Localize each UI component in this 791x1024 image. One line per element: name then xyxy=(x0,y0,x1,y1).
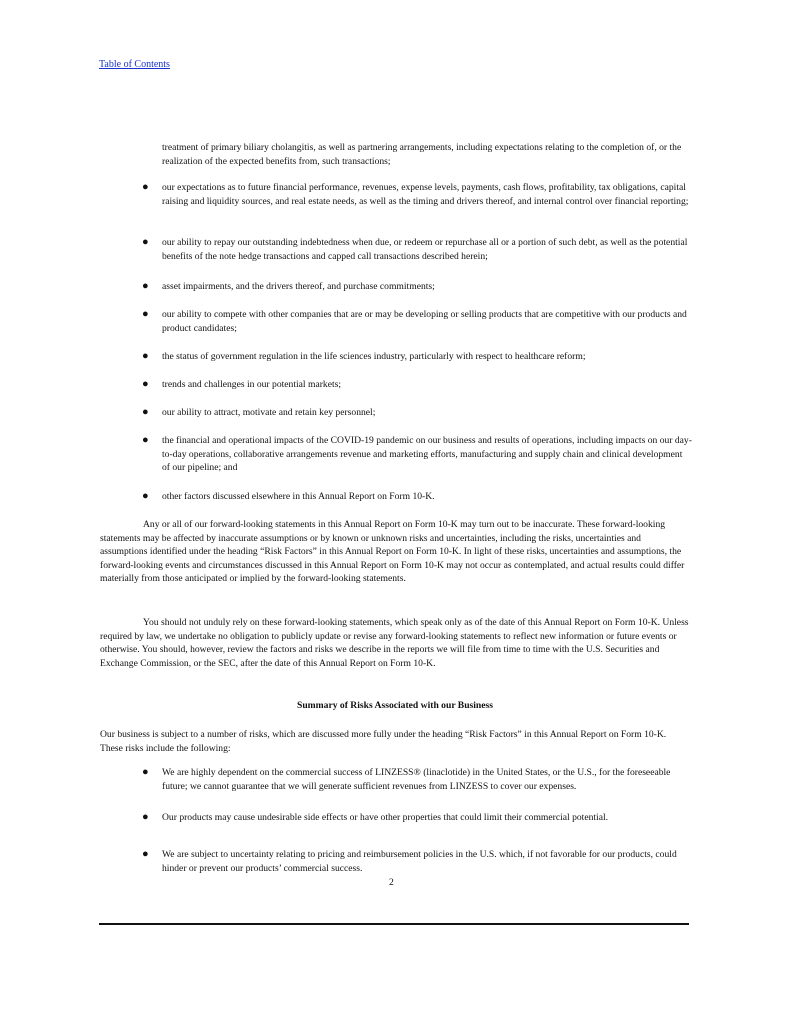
bullet-icon: ● xyxy=(142,434,149,446)
list-item xyxy=(142,378,692,392)
bullet-icon: ● xyxy=(142,766,149,778)
bullet-icon: ● xyxy=(142,350,149,362)
bullet-icon: ● xyxy=(142,181,149,193)
list-item-text: our expectations as to future financial performance, revenues, expense levels, payments, cash flows, profitability, tax obligations, capital raising and liquidity sources, and real estate needs, as well as the timing and drivers thereof, and internal control over financial reporting; xyxy=(162,182,689,207)
bullet-icon: ● xyxy=(142,490,149,502)
forward-looking-paragraph: Any or all of our forward-looking statements in this Annual Report on Form 10-K may turn out to be inaccurate. These forward-looking statements may be affected by inaccurate assumptions or by known or unknown risks and uncertainties, including the risks, uncertainties and assumptions identified under the heading “Risk Factors” in this Annual Report on Form 10-K. In light of these risks, uncertainties and assumptions, the forward-looking events and circumstances discussed in this Annual Report on Form 10-K may not occur as contemplated, and actual results could differ materially from those anticipated or implied by the forward-looking statements. xyxy=(100,519,685,585)
reliance-paragraph: You should not unduly rely on these forward-looking statements, which speak only as of the date of this Annual Report on Form 10-K. Unless required by law, we undertake no obligation to publicly update or revise any forward-looking statements to reflect new information or future events or otherwise. You should, however, review the factors and risks we describe in the reports we will file from time to time with the U.S. Securities and Exchange Commission, or the SEC, after the date of this Annual Report on Form 10-K. xyxy=(100,617,689,669)
risk-intro-paragraph: Our business is subject to a number of risks, which are discussed more fully under the heading “Risk Factors” in this Annual Report on Form 10-K. These risks include the following: xyxy=(100,729,667,754)
list-item-text: our ability to attract, motivate and retain key personnel; xyxy=(162,407,376,418)
page-number: 2 xyxy=(389,877,394,888)
list-item-text: our ability to repay our outstanding indebtedness when due, or redeem or repurchase all or a portion of such debt, as well as the potential benefits of the note hedge transactions and capped call transactions described herein; xyxy=(162,237,688,262)
list-item xyxy=(142,811,692,825)
list-item xyxy=(142,280,692,294)
list-item xyxy=(142,350,692,364)
list-item-text: trends and challenges in our potential markets; xyxy=(162,379,342,390)
bullet-icon: ● xyxy=(142,378,149,390)
list-item xyxy=(142,236,692,263)
list-item-text: We are highly dependent on the commercial success of LINZESS® (linaclotide) in the United States, or the U.S., for the foreseeable future; we cannot guarantee that we will generate sufficient revenues from LINZESS to cover our expenses. xyxy=(162,767,671,792)
list-item xyxy=(142,181,692,208)
list-item-text: asset impairments, and the drivers thereof, and purchase commitments; xyxy=(162,281,435,292)
list-item-text: other factors discussed elsewhere in this Annual Report on Form 10-K. xyxy=(162,491,435,502)
list-item-text: We are subject to uncertainty relating to pricing and reimbursement policies in the U.S. which, if not favorable for our products, could hinder or prevent our products’ commercial success. xyxy=(162,849,677,874)
list-item xyxy=(142,490,692,504)
list-item xyxy=(142,766,692,793)
page-divider xyxy=(99,923,689,925)
table-of-contents-link[interactable]: Table of Contents xyxy=(99,59,170,70)
list-item xyxy=(142,434,692,475)
bullet-icon: ● xyxy=(142,406,149,418)
bullet-icon: ● xyxy=(142,811,149,823)
risk-summary-heading: Summary of Risks Associated with our Business xyxy=(297,700,493,711)
list-item-text: the financial and operational impacts of the COVID-19 pandemic on our business and results of operations, including impacts on our day-to-day operations, collaborative arrangements revenue and marketing efforts, manufacturing and supply chain and clinical development of our pipeline; and xyxy=(162,435,692,474)
bullet-icon: ● xyxy=(142,280,149,292)
list-item xyxy=(142,308,692,335)
bullet-icon: ● xyxy=(142,308,149,320)
list-item-text: the status of government regulation in the life sciences industry, particularly with respect to healthcare reform; xyxy=(162,351,586,362)
continued-text: treatment of primary biliary cholangitis, as well as partnering arrangements, including expectations relating to the completion of, or the realization of the expected benefits from, such transactions; xyxy=(162,142,682,167)
bullet-icon: ● xyxy=(142,848,149,860)
list-item-text: Our products may cause undesirable side effects or have other properties that could limit their commercial potential. xyxy=(162,812,609,823)
list-item xyxy=(142,848,692,875)
list-item-text: our ability to compete with other companies that are or may be developing or selling products that are competitive with our products and product candidates; xyxy=(162,309,687,334)
list-item xyxy=(142,406,692,420)
bullet-icon: ● xyxy=(142,236,149,248)
